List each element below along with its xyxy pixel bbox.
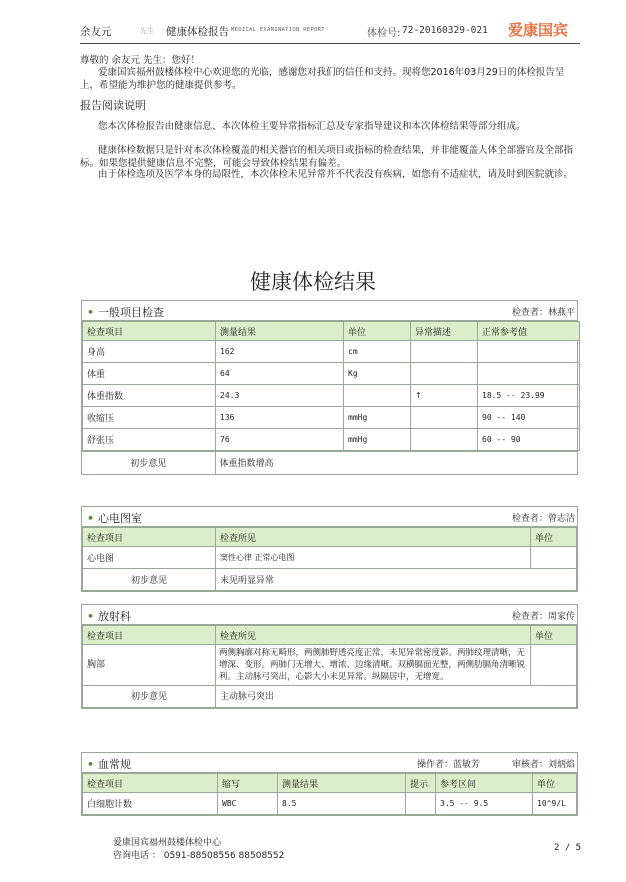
- table-row: [83, 341, 580, 363]
- page-header: [80, 18, 580, 44]
- section-title: 放射科: [98, 610, 132, 623]
- reference: 90 -- 140: [478, 407, 580, 429]
- conclusion-row: [82, 451, 577, 474]
- section-header: [82, 507, 577, 527]
- unit: mmHg: [344, 407, 411, 429]
- operator: 操作者：蓝敏芳: [417, 760, 481, 770]
- section-header: [82, 753, 577, 773]
- item-name: 体重: [83, 363, 216, 385]
- guide-title: 报告阅读说明: [80, 99, 146, 112]
- guide-paragraph-3: 由于体检选项及医学本身的局限性，本次体检未见异常并不代表没有疾病，如您有不适症状，请及时到医院就诊。: [98, 169, 574, 180]
- unit: [531, 645, 577, 686]
- unit: cm: [344, 341, 411, 363]
- results-title: 健康体检结果: [250, 270, 376, 294]
- unit: Kg: [344, 363, 411, 385]
- table-row: [83, 385, 580, 407]
- table-row: [83, 407, 580, 429]
- patient-name: 余友元: [80, 26, 112, 38]
- exam-number-label: 体检号:: [367, 28, 401, 39]
- section-header: [82, 605, 577, 625]
- col-findings: 检查所见: [216, 528, 531, 547]
- col-result: 测量结果: [216, 322, 344, 341]
- radiology-section: [81, 604, 578, 709]
- item-name: 收缩压: [83, 407, 216, 429]
- section-title: 血常规: [98, 758, 132, 771]
- result-value: 24.3: [216, 385, 344, 407]
- table-row: [83, 645, 577, 686]
- col-range: 参考区间: [436, 774, 533, 793]
- section-title: 心电图室: [98, 512, 143, 525]
- general-exam-section: [81, 300, 578, 475]
- ecg-table: [82, 527, 577, 591]
- abnormal: [411, 341, 478, 363]
- conclusion-row: [83, 569, 577, 591]
- center-name: 爱康国宾福州鼓楼体检中心: [113, 838, 222, 848]
- abnormal: [411, 429, 478, 451]
- abbr: WBC: [218, 793, 278, 815]
- ecg-section: [81, 506, 578, 592]
- unit: [344, 385, 411, 407]
- guide-paragraph-1: 您本次体检报告由健康信息、本次体检主要异常指标汇总及专家指导建议和本次体检结果等部分组成。: [98, 121, 526, 132]
- conclusion-text: 未见明显异常: [216, 569, 577, 591]
- reference: [478, 341, 580, 363]
- conclusion-row: [83, 686, 577, 708]
- col-unit: 单位: [531, 528, 577, 547]
- col-item: 检查项目: [83, 626, 216, 645]
- table-row: [83, 793, 577, 815]
- exam-number: 72-20160329-021: [402, 25, 488, 36]
- col-findings: 检查所见: [216, 626, 531, 645]
- col-unit: 单位: [531, 626, 577, 645]
- report-title: 健康体检报告: [166, 26, 229, 38]
- inspector: 检查者：曾志洁: [511, 514, 575, 524]
- item-name: 体重指数: [83, 385, 216, 407]
- col-reference: 正常参考值: [478, 322, 580, 341]
- reviewer: 审核者：刘炳焰: [511, 760, 575, 770]
- section-header: [82, 301, 577, 321]
- reference: 60 -- 90: [478, 429, 580, 451]
- abnormal-arrow-icon: ↑: [411, 385, 478, 407]
- brand-logo: 爱康国宾: [508, 21, 569, 39]
- col-result: 测量结果: [278, 774, 406, 793]
- result-value: 136: [216, 407, 344, 429]
- result-value: 8.5: [278, 793, 406, 815]
- range: 3.5 -- 9.5: [436, 793, 533, 815]
- report-title-en: MEDICAL EXAMINATION REPORT: [231, 27, 325, 33]
- result-value: 162: [216, 341, 344, 363]
- hint: [406, 793, 436, 815]
- col-unit: 单位: [533, 774, 577, 793]
- col-abnormal: 异常描述: [411, 322, 478, 341]
- patient-title: 先生: [140, 27, 154, 35]
- section-title: 一般项目检查: [98, 306, 165, 319]
- blood-routine-section: [81, 752, 578, 816]
- blood-table: [82, 773, 577, 815]
- inspector: 检查者：周家传: [511, 612, 575, 622]
- greeting: 尊敬的 余友元 先生：您好！: [80, 55, 201, 66]
- table-row: [83, 547, 577, 569]
- findings: 两侧胸廓对称无畸形，两侧肺野透亮度正常，未见异常密度影。两肺纹理清晰，无增深、变形。两肺门无增大、增浓、边缘清晰。双横膈面光整，两侧肋膈角清晰锐利。主动脉弓突出，心影大小未见异常。纵隔居中，无增宽。: [216, 645, 531, 686]
- item-name: 舒张压: [83, 429, 216, 451]
- general-exam-table: [82, 321, 580, 451]
- col-item: 检查项目: [83, 774, 218, 793]
- conclusion-label: 初步意见: [83, 569, 216, 591]
- bullet-icon: •: [87, 758, 95, 771]
- reference: [478, 363, 580, 385]
- col-hint: 提示: [406, 774, 436, 793]
- findings: 窦性心律 正常心电图: [216, 547, 531, 569]
- table-header: [83, 528, 577, 547]
- page-footer: [113, 837, 284, 863]
- abnormal: [411, 363, 478, 385]
- item-name: 心电图: [83, 547, 216, 569]
- table-header: [83, 322, 580, 341]
- unit: [531, 547, 577, 569]
- unit: 10^9/L: [533, 793, 577, 815]
- col-item: 检查项目: [83, 322, 216, 341]
- item-name: 身高: [83, 341, 216, 363]
- col-abbr: 缩写: [218, 774, 278, 793]
- guide-paragraph-2: 健康体检数据只是针对本次体检覆盖的相关器官的相关项目或指标的检查结果，并非能覆盖人体全部器官及全部指标。如果您提供健康信息不完整，可能会导致体检结果有偏差。: [80, 145, 574, 169]
- item-name: 胸部: [83, 645, 216, 686]
- col-unit: 单位: [344, 322, 411, 341]
- abnormal: [411, 407, 478, 429]
- col-item: 检查项目: [83, 528, 216, 547]
- table-row: [83, 363, 580, 385]
- page-number: 2 / 5: [554, 843, 582, 853]
- inspector: 检查者：林燕平: [511, 308, 575, 318]
- table-row: [83, 429, 580, 451]
- conclusion-text: 主动脉弓突出: [216, 686, 577, 708]
- welcome-paragraph: 爱康国宾福州鼓楼体检中心欢迎您的光临，感谢您对我们的信任和支持。现将您2016年03月29日的体检报告呈上，希望能为维护您的健康提供参考。: [80, 67, 565, 91]
- unit: mmHg: [344, 429, 411, 451]
- conclusion-label: 初步意见: [82, 452, 215, 474]
- result-value: 64: [216, 363, 344, 385]
- radiology-table: [82, 625, 577, 708]
- bullet-icon: •: [87, 610, 95, 623]
- table-header: [83, 626, 577, 645]
- reference: 18.5 -- 23.99: [478, 385, 580, 407]
- item-name: 白细胞计数: [83, 793, 218, 815]
- table-header: [83, 774, 577, 793]
- contact-phone: 咨询电话 ： 0591-88508556 88508552: [113, 851, 285, 861]
- conclusion-label: 初步意见: [83, 686, 216, 708]
- bullet-icon: •: [87, 512, 95, 525]
- result-value: 76: [216, 429, 344, 451]
- conclusion-text: 体重指数增高: [215, 452, 577, 474]
- bullet-icon: •: [87, 306, 95, 319]
